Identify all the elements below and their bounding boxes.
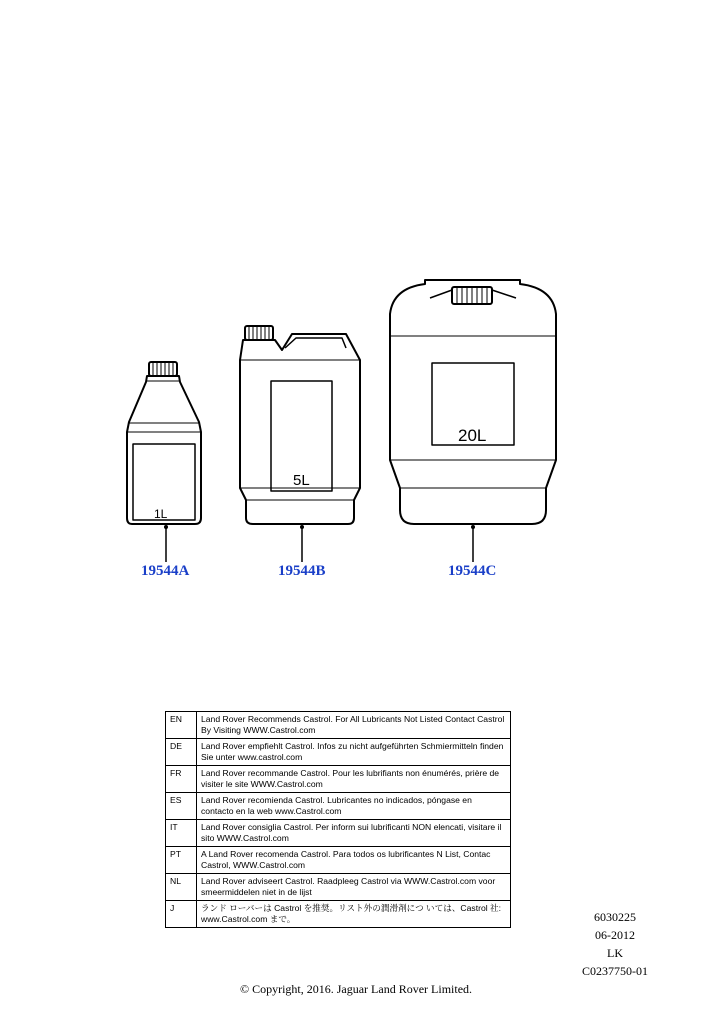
leader-lines <box>166 527 473 562</box>
part-link-19544b[interactable]: 19544B <box>278 563 326 579</box>
illustration-number: 6030225 <box>594 910 636 924</box>
volume-label-20l: 20L <box>458 426 487 445</box>
illustration-author: LK <box>607 946 623 960</box>
volume-label-5l: 5L <box>293 472 310 489</box>
language-code: EN <box>166 712 197 739</box>
table-row <box>166 739 511 766</box>
table-row <box>166 901 511 928</box>
can-20l <box>390 280 556 524</box>
illustration-reference: C0237750-01 <box>582 964 648 978</box>
recommendation-text: Land Rover adviseert Castrol. Raadpleeg Castrol via WWW.Castrol.com voor smeermiddelen niet in de lijst <box>197 874 511 901</box>
language-code: FR <box>166 766 197 793</box>
part-link-19544a[interactable]: 19544A <box>141 563 190 579</box>
table-row <box>166 712 511 739</box>
recommendation-text: Land Rover empfiehlt Castrol. Infos zu nicht aufgeführten Schmiermitteln finden Sie unter www.castrol.com <box>197 739 511 766</box>
table-row <box>166 793 511 820</box>
table-row <box>166 847 511 874</box>
recommendation-text: ランド ローバーは Castrol を推奨。リスト外の潤滑剤につ いては、Castrol 社: www.Castrol.com まで。 <box>197 901 511 928</box>
language-code: PT <box>166 847 197 874</box>
language-code: IT <box>166 820 197 847</box>
table-row <box>166 874 511 901</box>
language-code: NL <box>166 874 197 901</box>
language-code: DE <box>166 739 197 766</box>
volume-label-1l: 1L <box>154 507 168 521</box>
table-row <box>166 766 511 793</box>
language-code: ES <box>166 793 197 820</box>
recommendation-text: Land Rover recommande Castrol. Pour les lubrifiants non énumérés, prière de visiter le site WWW.Castrol.com <box>197 766 511 793</box>
recommendation-text: A Land Rover recomenda Castrol. Para todos os lubrificantes N List, Contac Castrol, WWW.Castrol.com <box>197 847 511 874</box>
copyright-notice: © Copyright, 2016. Jaguar Land Rover Limited. <box>239 982 473 996</box>
recommendation-text: Land Rover Recommends Castrol. For All Lubricants Not Listed Contact Castrol By Visiting WWW.Castrol.com <box>197 712 511 739</box>
illustration-date: 06-2012 <box>595 928 635 942</box>
language-code: J <box>166 901 197 928</box>
table-row <box>166 820 511 847</box>
recommendation-text: Land Rover recomienda Castrol. Lubricantes no indicados, póngase en contacto en la web www.Castrol.com <box>197 793 511 820</box>
recommendation-table <box>165 711 511 928</box>
part-link-19544c[interactable]: 19544C <box>448 563 497 579</box>
bottle-1l <box>127 362 201 524</box>
recommendation-text: Land Rover consiglia Castrol. Per inform sui lubrificanti NON elencati, visitare il sito WWW.Castrol.com <box>197 820 511 847</box>
can-5l <box>240 326 360 524</box>
